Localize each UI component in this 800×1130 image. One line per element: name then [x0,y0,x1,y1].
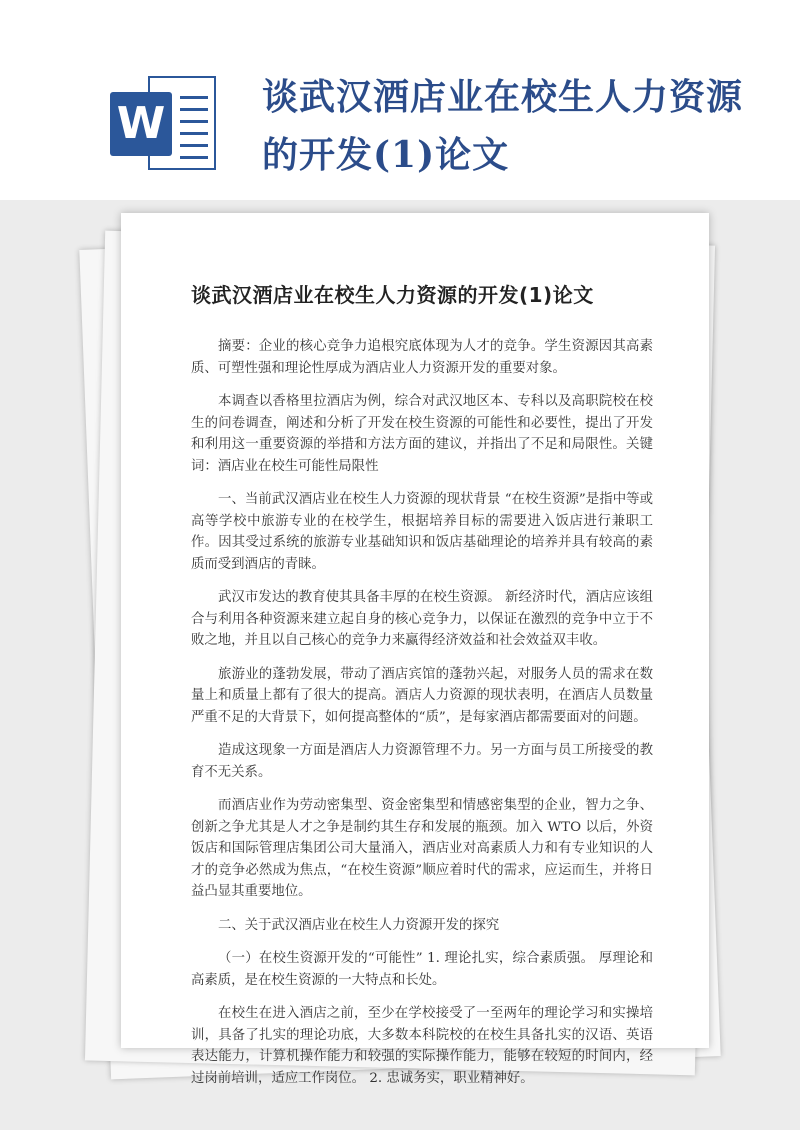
abstract-paragraph: 摘要：企业的核心竞争力追根究底体现为人才的竞争。学生资源因其高素质、可塑性强和理论性厚成为酒店业人力资源开发的重要对象。 [191,339,653,376]
section-heading: 二、关于武汉酒店业在校生人力资源开发的探究 [218,917,500,933]
document-title: 谈武汉酒店业在校生人力资源的开发(1)论文 [191,283,594,307]
header-title: 谈武汉酒店业在校生人力资源的开发(1)论文 [262,76,744,176]
body-paragraph: （一）在校生资源开发的“可能性” 1. 理论扎实，综合素质强。 厚理论和高素质，是在校生资源的一大特点和长处。 [191,951,653,988]
document-page [121,213,709,1086]
word-icon [110,72,218,174]
body-paragraph: 旅游业的蓬勃发展，带动了酒店宾馆的蓬勃兴起，对服务人员的需求在数量上和质量上都有了很大的提高。酒店人力资源的现状表明，在酒店人员数量严重不足的大背景下，如何提高整体的“质”，是每家酒店都需要面对的问题。 [191,666,653,725]
body-paragraph: 本调查以香格里拉酒店为例，综合对武汉地区本、专科以及高职院校在校生的问卷调查，阐述和分析了开发在校生资源的可能性和必要性，提出了开发和利用这一重要资源的举措和方法方面的建议，并指出了不足和局限性。关键词：酒店业在校生可能性局限性 [191,394,653,474]
body-paragraph: 武汉市发达的教育使其具备丰厚的在校生资源。 新经济时代，酒店应该组合与利用各种资源来建立起自身的核心竞争力，以保证在激烈的竞争中立于不败之地，并且以自己核心的竞争力来赢得经济效益和社会效益双丰收。 [191,590,653,648]
body-paragraph: 一、当前武汉酒店业在校生人力资源的现状背景 “在校生资源”是指中等或高等学校中旅游专业的在校学生，根据培养目标的需要进入饭店进行兼职工作。因其受过系统的旅游专业基础知识和饭店基础理论的培养并具有较高的素质而受到酒店的青睐。 [191,492,653,572]
body-paragraph: 在校生在进入酒店之前，至少在学校接受了一至两年的理论学习和实操培训，具备了扎实的理论功底，大多数本科院校的在校生具备扎实的汉语、英语表达能力，计算机操作能力和较强的实际操作能力，能够在较短的时间内，经过岗前培训，适应工作岗位。 2. 忠诚务实，职业精神好。 [191,1006,653,1086]
word-icon-letter: W [110,92,172,156]
header-banner [0,0,800,200]
body-paragraph: 而酒店业作为劳动密集型、资金密集型和情感密集型的企业，智力之争、创新之争尤其是人才之争是制约其生存和发展的瓶颈。加入 WTO 以后，外资饭店和国际管理店集团公司大量涌入，酒店业对高素质人力和有专业知识的人才的竞争必然成为焦点，“在校生资源”顺应着时代的需求，应运而生，并将日益凸显其重要地位。 [191,798,653,899]
body-paragraph: 造成这现象一方面是酒店人力资源管理不力。另一方面与员工所接受的教育不无关系。 [191,743,653,780]
